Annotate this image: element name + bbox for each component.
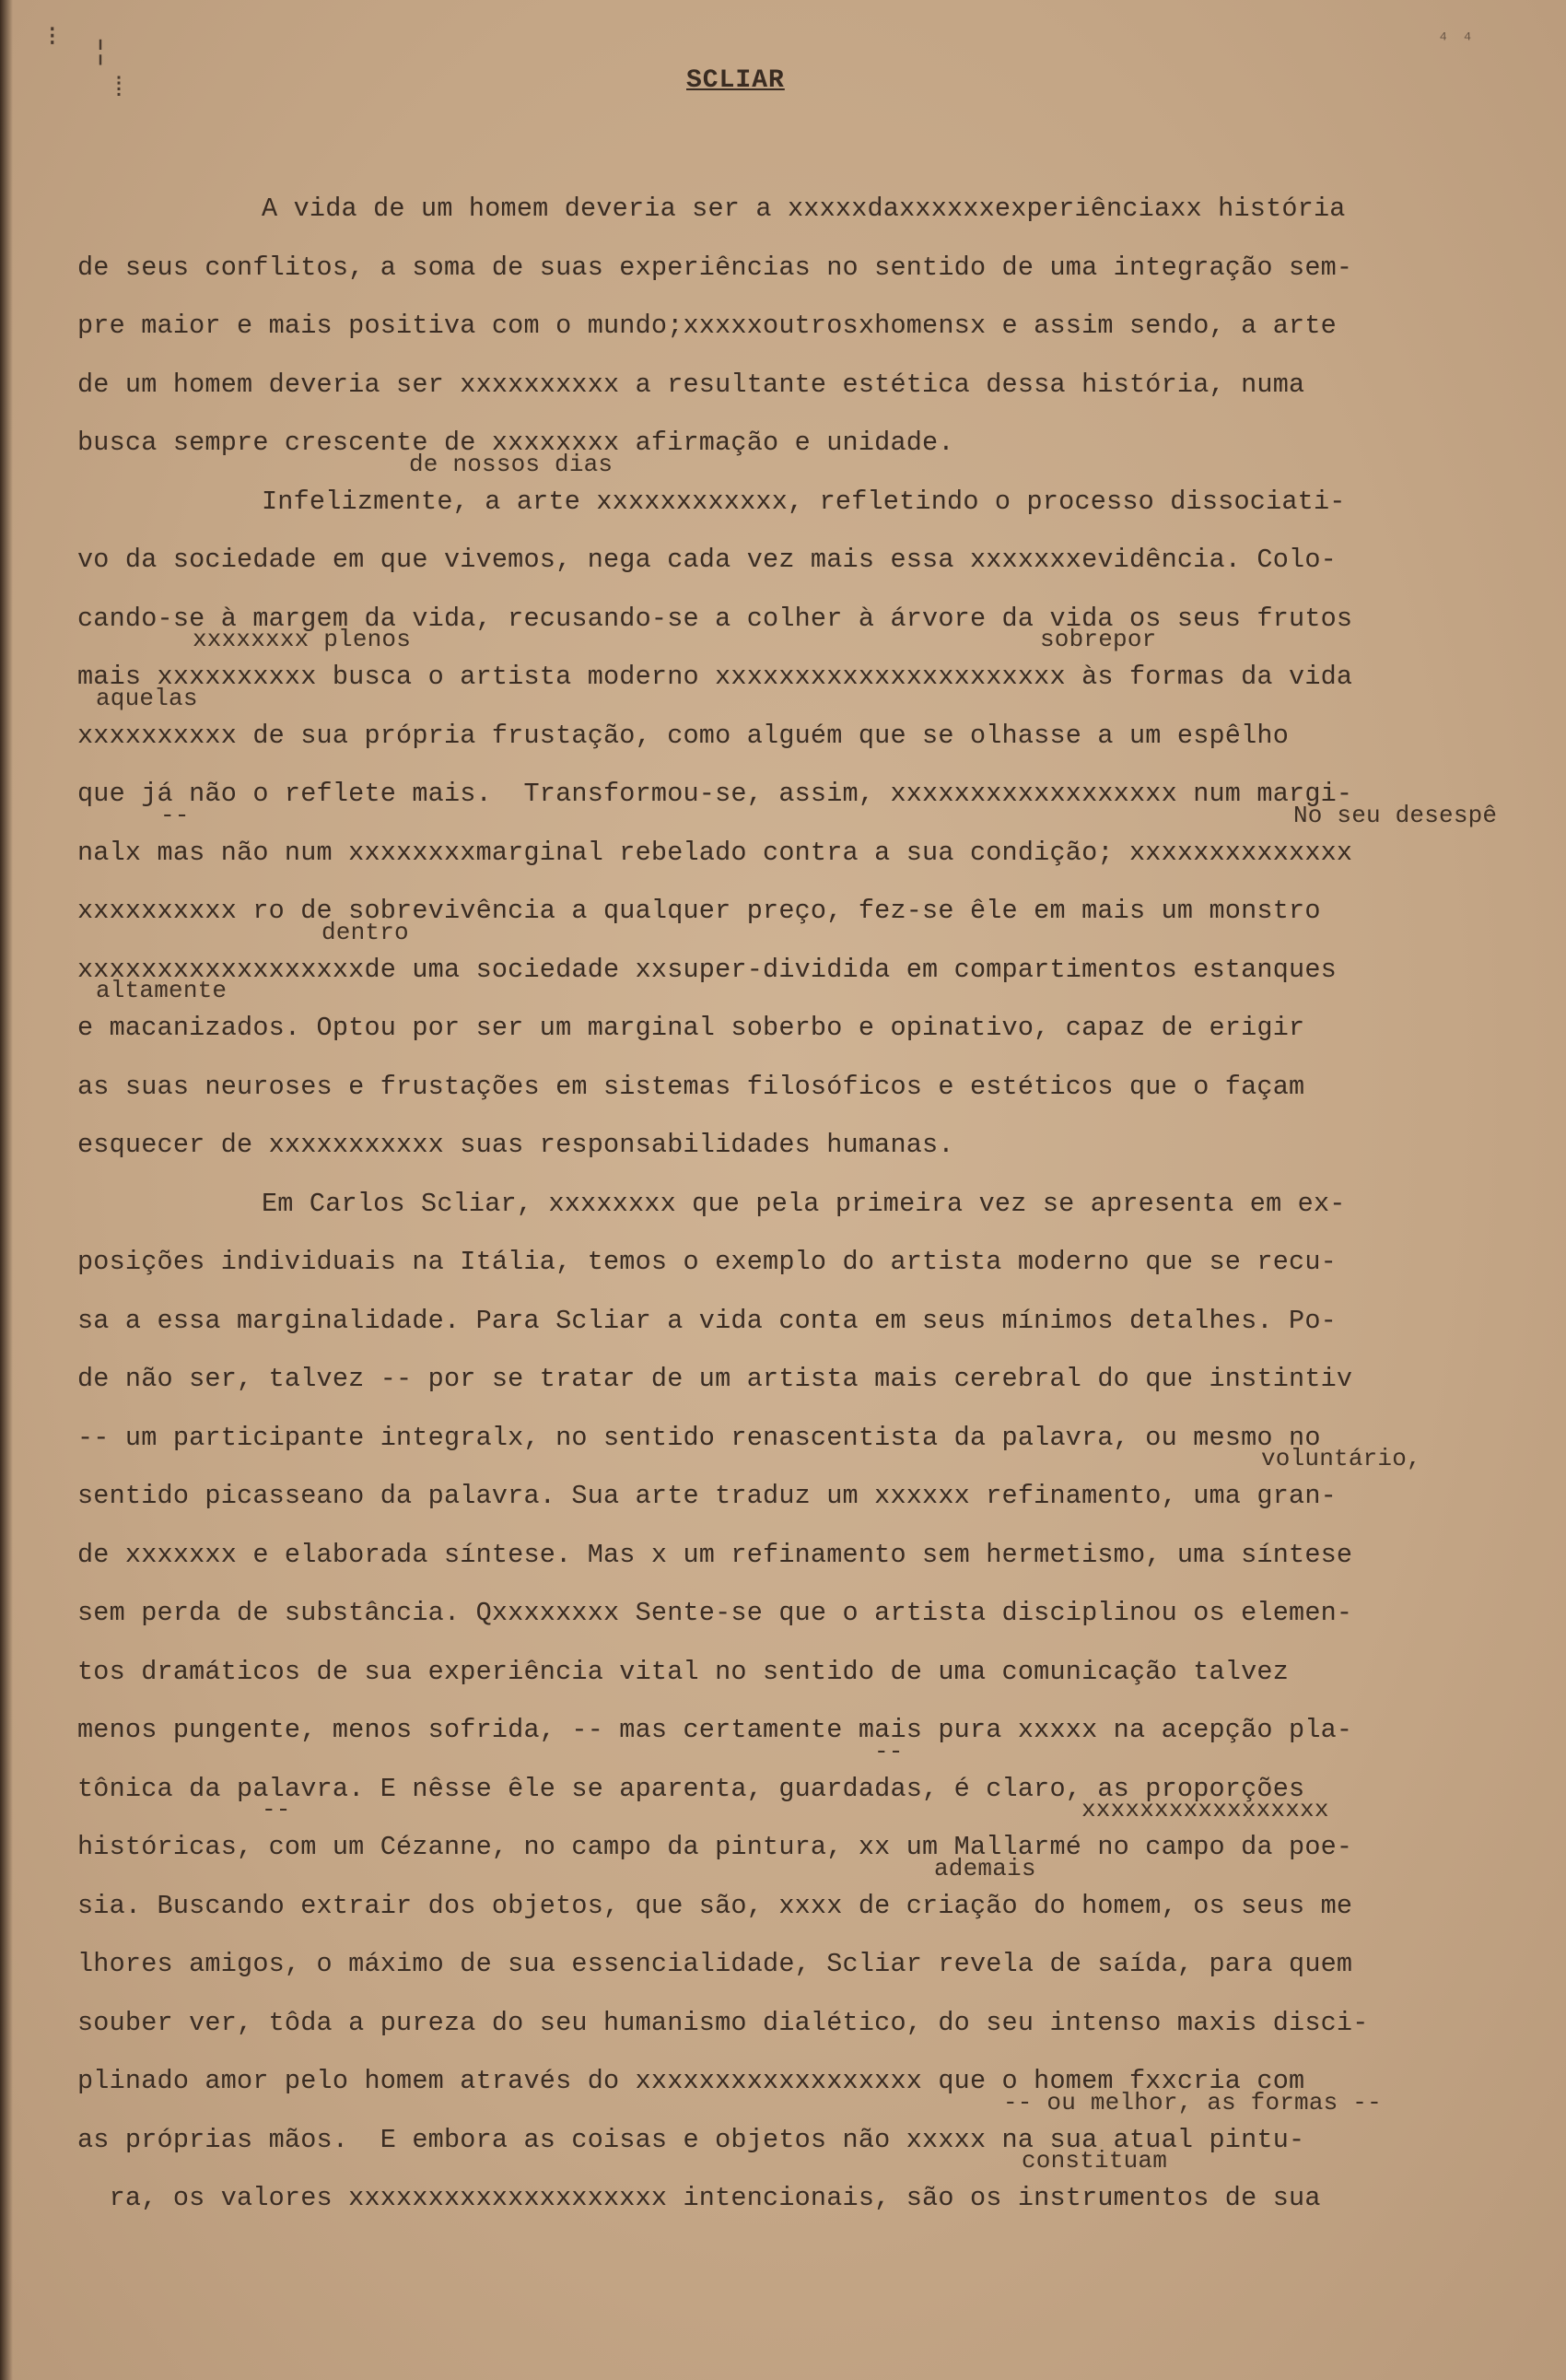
- text-line: [77, 1935, 1551, 1994]
- text-line: [77, 626, 1551, 707]
- line-text: e macanizados. Optou por ser um marginal soberbo e opinativo, capaz de erigir: [77, 1013, 1305, 1043]
- margin-mark-1: ⁝: [48, 23, 57, 54]
- text-line: [77, 414, 1551, 473]
- line-text: de seus conflitos, a soma de suas experiências no sentido de uma integração sem-: [77, 252, 1353, 283]
- text-line: [77, 180, 1551, 239]
- text-line: [77, 977, 1551, 1058]
- text-line: [77, 297, 1551, 356]
- text-line: [77, 801, 1551, 883]
- handwritten-insertion: xxxxxxxxxxxxxxxxx: [1081, 1796, 1329, 1823]
- handwritten-insertion: de nossos dias: [409, 450, 614, 478]
- line-text: tos dramáticos de sua experiência vital no sentido de uma comunicação talvez: [77, 1656, 1290, 1687]
- text-line: [77, 356, 1551, 415]
- line-text: plinado amor pelo homem através do xxxxxxxxxxxxxxxxxx que o homem fxxcria com: [77, 2066, 1305, 2096]
- text-line: [77, 1058, 1551, 1117]
- text-line: [77, 239, 1551, 298]
- line-text: de não ser, talvez -- por se tratar de um artista mais cerebral do que instintiv: [77, 1364, 1353, 1394]
- handwritten-insertion: -- ou melhor, as formas --: [1003, 2088, 1382, 2116]
- line-text: esquecer de xxxxxxxxxxx suas responsabilidades humanas.: [77, 1130, 954, 1160]
- line-text: cando-se à margem da vida, recusando-se a colher à árvore da vida os seus frutos: [77, 603, 1353, 634]
- line-text: xxxxxxxxxx ro de sobrevivência a qualquer preço, fez-se êle em mais um monstro: [77, 896, 1321, 926]
- line-text: xxxxxxxxxx de sua própria frustação, como alguém que se olhasse a um espêlho: [77, 720, 1290, 751]
- text-line: [77, 1350, 1551, 1409]
- text-line: [77, 531, 1551, 590]
- text-line: [77, 1233, 1551, 1292]
- text-line: [77, 2088, 1551, 2170]
- text-line: [77, 684, 1551, 766]
- text-line: [77, 1116, 1551, 1175]
- handwritten-insertion: --: [874, 1737, 904, 1765]
- text-line: [77, 1796, 1551, 1877]
- handwritten-insertion: xxxxxxxx plenos: [193, 626, 412, 653]
- line-text: mais xxxxxxxxxx busca o artista moderno xxxxxxxxxxxxxxxxxxxxxx às formas da vida: [77, 662, 1353, 692]
- line-text: sa a essa marginalidade. Para Scliar a vida conta em seus mínimos detalhes. Po-: [77, 1305, 1337, 1336]
- line-text: pre maior e mais positiva com o mundo;xxxxxoutrosxhomensx e assim sendo, a arte: [77, 311, 1337, 341]
- text-line: [77, 2147, 1551, 2228]
- text-line: [77, 1445, 1551, 1526]
- text-line: [77, 1737, 1551, 1819]
- line-text: lhores amigos, o máximo de sua essencialidade, Scliar revela de saída, para quem: [77, 1949, 1353, 1979]
- text-line: [77, 918, 1551, 1004]
- line-text: de um homem deveria ser xxxxxxxxxx a resultante estética dessa história, numa: [77, 369, 1305, 400]
- line-text: -- um participante integralx, no sentido renascentista da palavra, ou mesmo no: [77, 1422, 1321, 1453]
- line-text: menos pungente, menos sofrida, -- mas certamente mais pura xxxxx na acepção pla-: [77, 1715, 1353, 1745]
- handwritten-insertion: --: [160, 801, 190, 829]
- line-text: sentido picasseano da palavra. Sua arte traduz um xxxxxx refinamento, uma gran-: [77, 1481, 1337, 1511]
- page-shadow-edge: [0, 0, 13, 2380]
- line-text: xxxxxxxxxxxxxxxxxxde uma sociedade xxsuper-dividida em compartimentos estanques: [77, 954, 1337, 985]
- handwritten-insertion: ademais: [934, 1854, 1036, 1882]
- line-text: sem perda de substância. Qxxxxxxxx Sente-se que o artista disciplinou os elemen-: [77, 1598, 1353, 1628]
- margin-mark-3: ⁞: [111, 74, 128, 105]
- line-text: de xxxxxxx e elaborada síntese. Mas x um refinamento sem hermetismo, uma síntese: [77, 1539, 1353, 1570]
- handwritten-insertion: altamente: [96, 977, 228, 1004]
- handwritten-insertion: --: [262, 1796, 291, 1823]
- line-text: históricas, com um Cézanne, no campo da pintura, xx um Mallarmé no campo da poe-: [77, 1832, 1353, 1862]
- line-text: Em Carlos Scliar, xxxxxxxx que pela primeira vez se apresenta em ex-: [262, 1188, 1346, 1219]
- text-line: [77, 1526, 1551, 1585]
- line-text: posições individuais na Itália, temos o exemplo do artista moderno que se recu-: [77, 1247, 1337, 1277]
- text-line: [77, 1854, 1551, 1936]
- text-line: [77, 450, 1551, 532]
- line-text: ra, os valores xxxxxxxxxxxxxxxxxxxx intencionais, são os instrumentos de sua: [77, 2183, 1321, 2213]
- line-text: tônica da palavra. E nêsse êle se aparenta, guardadas, é claro, as proporções: [77, 1773, 1305, 1804]
- margin-mark-2: ¦: [92, 37, 110, 68]
- corner-mark: ⁴ ⁴: [1437, 29, 1474, 53]
- line-text: que já não o reflete mais. Transformou-se, assim, xxxxxxxxxxxxxxxxxx num margi-: [77, 779, 1353, 809]
- handwritten-insertion: dentro: [321, 918, 409, 946]
- text-line: [77, 1643, 1551, 1702]
- line-text: Infelizmente, a arte xxxxxxxxxxxx, refletindo o processo dissociati-: [262, 486, 1346, 517]
- line-text: vo da sociedade em que vivemos, nega cada vez mais essa xxxxxxxevidência. Colo-: [77, 545, 1337, 575]
- handwritten-insertion: voluntário,: [1261, 1445, 1421, 1472]
- handwritten-insertion: sobrepor: [1040, 626, 1157, 653]
- text-line: [77, 1175, 1551, 1234]
- line-text: sia. Buscando extrair dos objetos, que são, xxxx de criação do homem, os seus me: [77, 1890, 1353, 1921]
- handwritten-insertion: constituam: [1022, 2147, 1168, 2175]
- line-text: busca sempre crescente de xxxxxxxx afirmação e unidade.: [77, 428, 954, 458]
- text-line: [77, 1584, 1551, 1643]
- line-text: nalx mas não num xxxxxxxxmarginal rebelado contra a sua condição; xxxxxxxxxxxxxx: [77, 837, 1353, 868]
- line-text: as próprias mãos. E embora as coisas e objetos não xxxxx na sua atual pintu-: [77, 2124, 1305, 2155]
- text-line: [77, 1701, 1551, 1760]
- line-text: souber ver, tôda a pureza do seu humanismo dialético, do seu intenso maxis disci-: [77, 2007, 1369, 2038]
- handwritten-insertion: aquelas: [96, 684, 198, 712]
- line-text: as suas neuroses e frustações em sistemas filosóficos e estéticos que o façam: [77, 1071, 1305, 1102]
- text-line: [77, 1994, 1551, 2053]
- typed-body-text: [77, 180, 1551, 2228]
- line-text: A vida de um homem deveria ser a xxxxxdaxxxxxxexperiênciaxx história: [262, 193, 1346, 224]
- text-line: [77, 882, 1551, 941]
- handwritten-insertion: No seu desespê: [1293, 801, 1498, 829]
- page-title: SCLIAR: [686, 66, 785, 95]
- text-line: [77, 1292, 1551, 1351]
